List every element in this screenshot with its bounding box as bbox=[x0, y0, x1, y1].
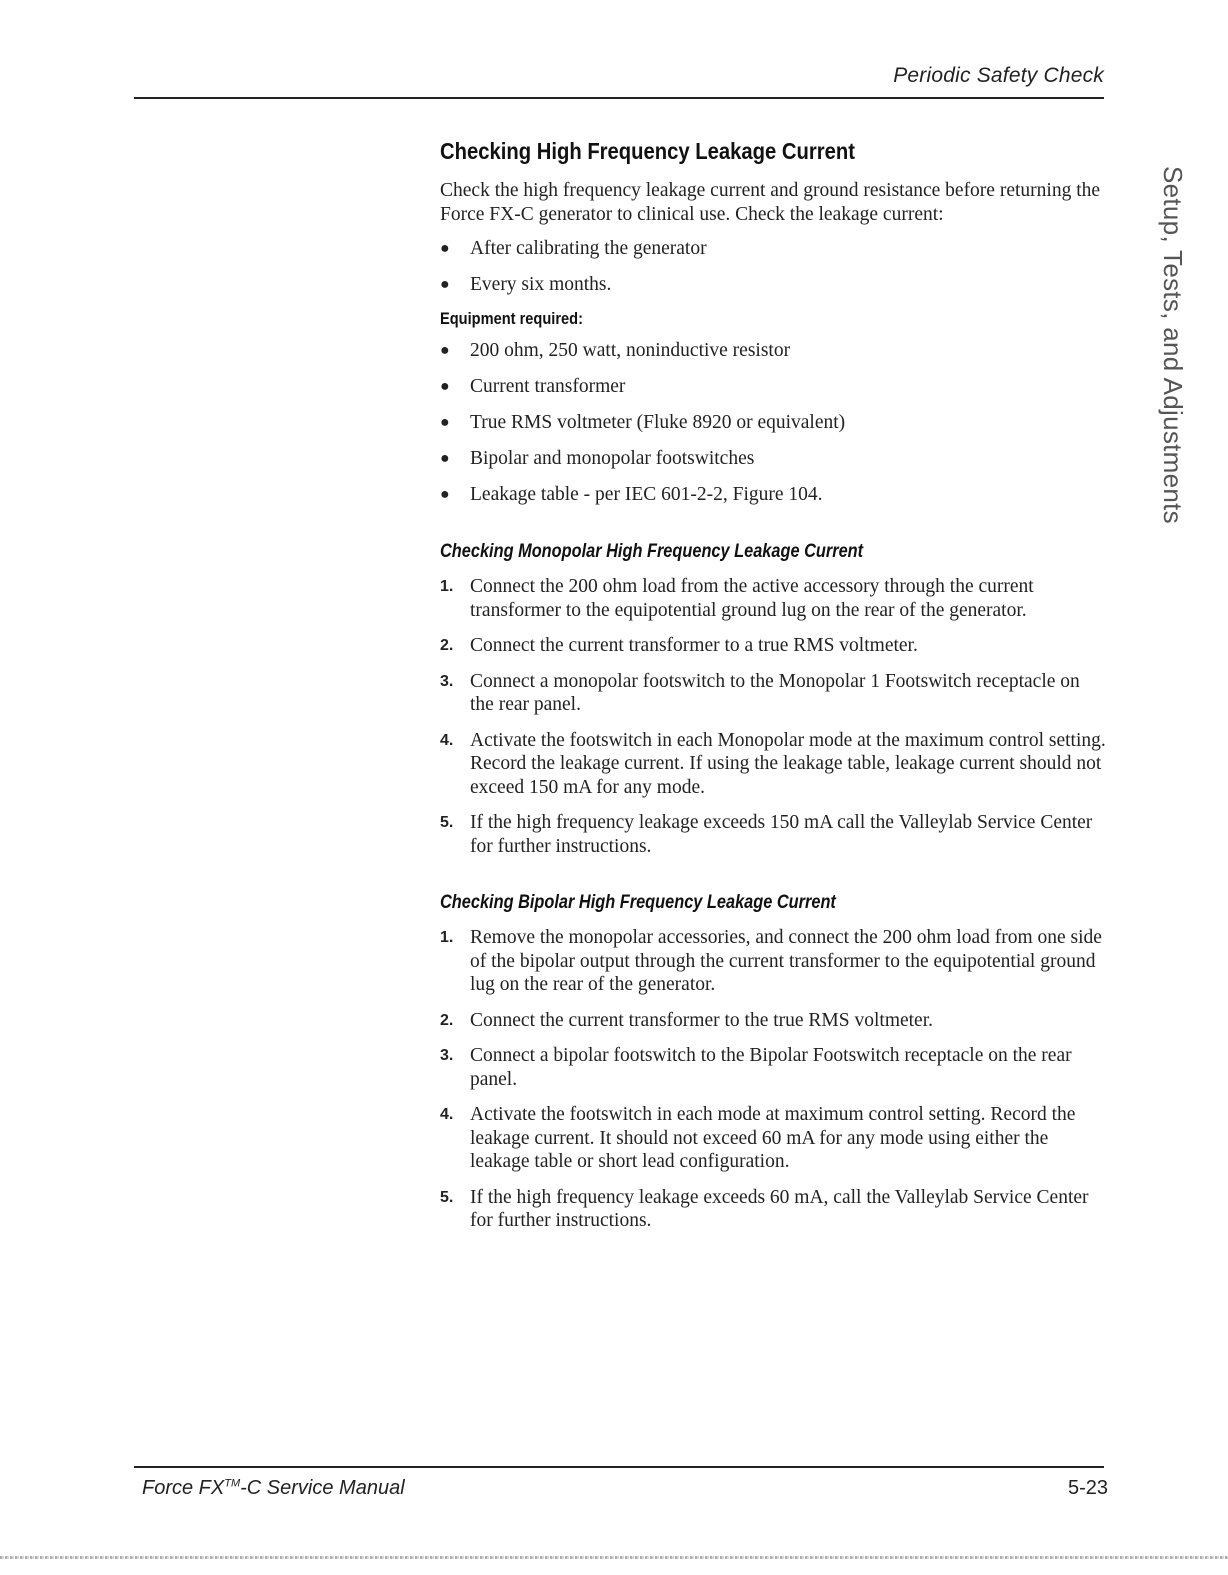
bullet-icon: ● bbox=[440, 342, 450, 359]
list-item bbox=[440, 375, 1108, 399]
step-number: 3. bbox=[440, 672, 454, 690]
list-item-text: 200 ohm, 250 watt, noninductive resistor bbox=[470, 340, 791, 361]
step-text: Connect a bipolar footswitch to the Bipolar Footswitch receptacle on the rear panel. bbox=[470, 1045, 1072, 1090]
bullet-icon: ● bbox=[440, 450, 450, 467]
bullet-icon: ● bbox=[440, 240, 450, 257]
section-title: Checking High Frequency Leakage Current bbox=[440, 138, 856, 164]
step-item bbox=[440, 634, 1108, 658]
list-item bbox=[440, 447, 1108, 471]
step-number: 1. bbox=[440, 578, 454, 595]
header-rule bbox=[134, 97, 1104, 99]
step-item bbox=[440, 1103, 1108, 1174]
list-item bbox=[440, 483, 1108, 507]
step-text: Connect a monopolar footswitch to the Monopolar 1 Footswitch receptacle on the rear panel. bbox=[470, 670, 1080, 715]
page-number: 5-23 bbox=[1067, 1477, 1108, 1499]
step-number: 5. bbox=[440, 1188, 454, 1206]
side-tab-label: Setup, Tests, and Adjustments bbox=[1158, 166, 1188, 524]
step-text: Connect the current transformer to the true RMS voltmeter. bbox=[470, 1009, 934, 1031]
list-item-text: Every six months. bbox=[470, 274, 612, 295]
manual-title bbox=[142, 1477, 405, 1500]
step-number: 5. bbox=[440, 814, 454, 831]
step-item bbox=[440, 670, 1108, 717]
step-number: 4. bbox=[440, 1106, 454, 1123]
page-content bbox=[440, 138, 1108, 1245]
bullet-icon: ● bbox=[440, 414, 450, 431]
list-item-text: Leakage table - per IEC 601-2-2, Figure 104. bbox=[470, 484, 823, 505]
bipolar-title: Checking Bipolar High Frequency Leakage Current bbox=[440, 892, 836, 913]
step-text: Activate the footswitch in each Monopolar mode at the maximum control setting. Record the leakage current. If using the leakage table, leakage current should not exceed 150 mA for any mode. bbox=[470, 729, 1106, 798]
list-item bbox=[440, 411, 1108, 435]
step-item bbox=[440, 1009, 1108, 1033]
monopolar-steps bbox=[440, 575, 1108, 858]
monopolar-title: Checking Monopolar High Frequency Leakage Current bbox=[440, 541, 864, 562]
step-item bbox=[440, 729, 1108, 800]
intro-paragraph: Check the high frequency leakage current and ground resistance before returning the Force FX-C generator to clinical use. Check the leakage current: bbox=[440, 180, 1101, 225]
step-text: If the high frequency leakage exceeds 150 mA call the Valleylab Service Center for further instructions. bbox=[470, 812, 1093, 857]
equipment-label: Equipment required: bbox=[440, 309, 583, 328]
trademark-mark: TM bbox=[224, 1477, 241, 1490]
list-item-text: Bipolar and monopolar footswitches bbox=[470, 448, 755, 469]
step-item bbox=[440, 1186, 1108, 1233]
step-item bbox=[440, 926, 1108, 997]
step-text: Connect the 200 ohm load from the active accessory through the current transformer to the equipotential ground lug on the rear of the generator. bbox=[470, 576, 1034, 621]
check-when-list bbox=[440, 237, 1108, 297]
list-item-text: After calibrating the generator bbox=[470, 238, 707, 259]
footer-rule bbox=[134, 1466, 1104, 1468]
bullet-icon: ● bbox=[440, 378, 450, 395]
step-number: 1. bbox=[440, 929, 454, 946]
step-number: 3. bbox=[440, 1047, 454, 1064]
step-item bbox=[440, 811, 1108, 858]
step-text: If the high frequency leakage exceeds 60 mA, call the Valleylab Service Center for further instructions. bbox=[470, 1186, 1089, 1231]
step-item bbox=[440, 575, 1108, 622]
list-item bbox=[440, 273, 1108, 297]
running-head: Periodic Safety Check bbox=[893, 64, 1104, 87]
list-item bbox=[440, 339, 1108, 363]
step-text: Activate the footswitch in each mode at maximum control setting. Record the leakage current. It should not exceed 60 mA for any mode using either the leakage table or short lead configuration. bbox=[470, 1104, 1076, 1172]
bullet-icon: ● bbox=[440, 276, 450, 293]
manual-title-suffix: -C Service Manual bbox=[240, 1477, 405, 1499]
list-item-text: Current transformer bbox=[470, 376, 626, 397]
step-item bbox=[440, 1044, 1108, 1091]
step-number: 2. bbox=[440, 1011, 454, 1029]
bullet-icon: ● bbox=[440, 486, 450, 503]
list-item bbox=[440, 237, 1108, 261]
scan-edge-artifact bbox=[0, 1556, 1228, 1559]
step-number: 4. bbox=[440, 731, 454, 749]
manual-title-prefix: Force FX bbox=[142, 1477, 225, 1499]
equipment-list bbox=[440, 339, 1108, 507]
step-text: Connect the current transformer to a true RMS voltmeter. bbox=[470, 635, 918, 656]
side-tab bbox=[1150, 166, 1196, 524]
bipolar-steps bbox=[440, 926, 1108, 1233]
step-number: 2. bbox=[440, 637, 454, 654]
list-item-text: True RMS voltmeter (Fluke 8920 or equivalent) bbox=[470, 412, 846, 433]
step-text: Remove the monopolar accessories, and connect the 200 ohm load from one side of the bipolar output through the current transformer to the equipotential ground lug on the rear of the generator. bbox=[470, 927, 1102, 995]
